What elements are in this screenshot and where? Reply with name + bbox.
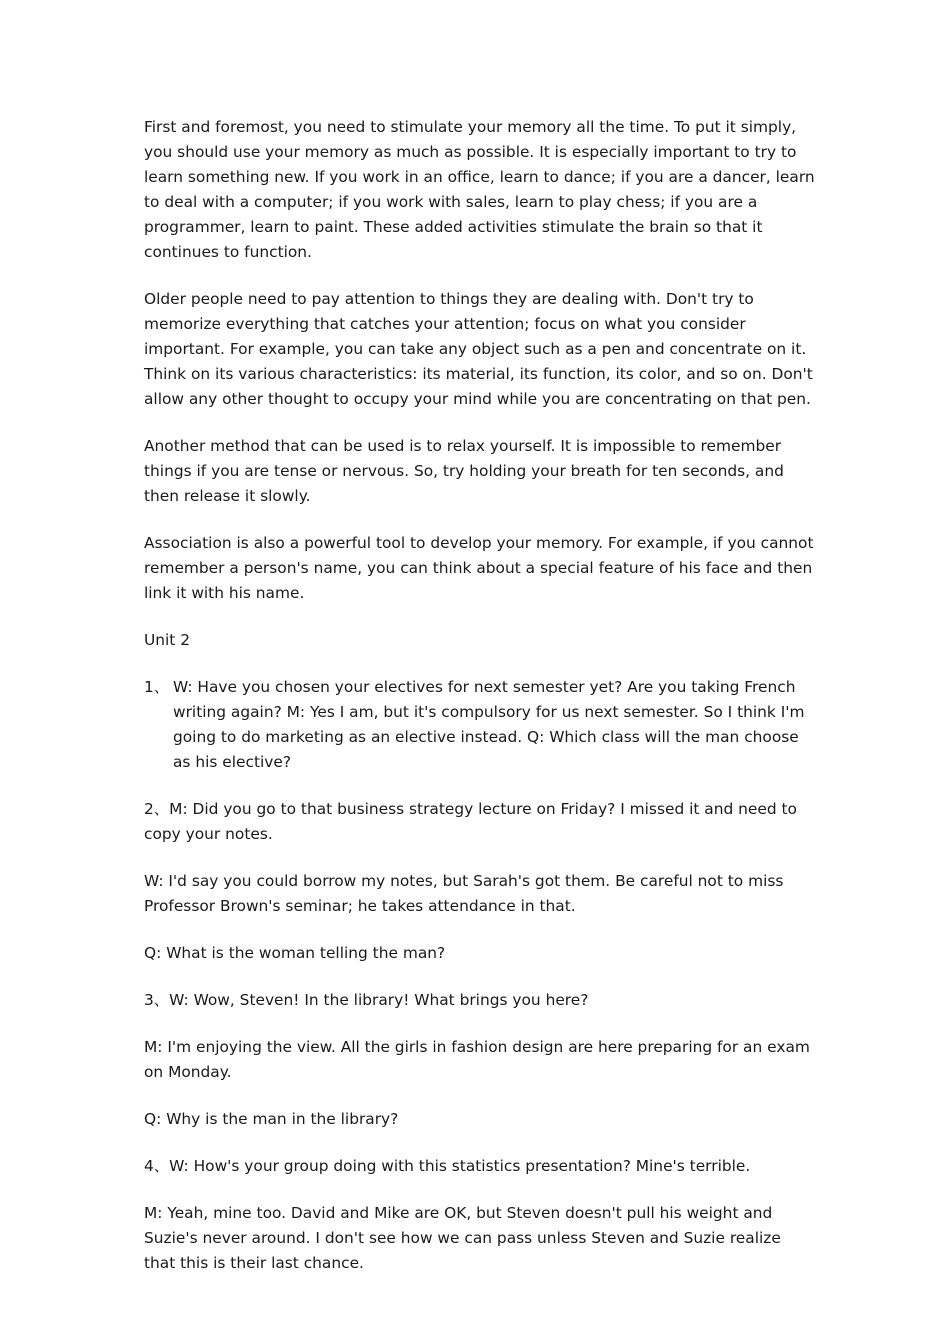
paragraph-relax: Another method that can be used is to relax yourself. It is impossible to remember things if you are tense or nervous. So, try holding your breath for ten seconds, and then release it slowly. (144, 437, 784, 505)
dialogue-line: Q: What is the woman telling the man? (144, 944, 446, 962)
unit-heading: Unit 2 (144, 631, 191, 649)
paragraph-stimulate-memory: First and foremost, you need to stimulate your memory all the time. To put it simply, you should use your memory as much as possible. It is especially important to try to learn something new. If you work in an office, learn to dance; if you are a dancer, learn to deal with a computer; if you work with sales, learn to play chess; if you are a programmer, learn to paint. These added activities stimulate the brain so that it continues to function. (144, 118, 815, 261)
dialogue-line: W: I'd say you could borrow my notes, but Sarah's got them. Be careful not to miss Professor Brown's seminar; he takes attendance in that. (144, 872, 784, 915)
dialogue-line: 3、W: Wow, Steven! In the library! What brings you here? (144, 991, 589, 1009)
dialogue-line: M: Yeah, mine too. David and Mike are OK, but Steven doesn't pull his weight and Suzie's never around. I don't see how we can pass unless Steven and Suzie realize that this is their last chance. (144, 1204, 781, 1272)
paragraph-association: Association is also a powerful tool to develop your memory. For example, if you cannot remember a person's name, you can think about a special feature of his face and then link it with his name. (144, 534, 814, 602)
dialogue-line: 2、M: Did you go to that business strategy lecture on Friday? I missed it and need to copy your notes. (144, 800, 797, 843)
document-page (144, 115, 816, 1298)
item-number: 1、 (144, 678, 170, 696)
dialogue-line: Q: Why is the man in the library? (144, 1110, 399, 1128)
dialogue-line: 4、W: How's your group doing with this statistics presentation? Mine's terrible. (144, 1157, 751, 1175)
item-text: W: Have you chosen your electives for next semester yet? Are you taking French writing again? M: Yes I am, but it's compulsory for us next semester. So I think I'm going to do marketing as an elective instead. Q: Which class will the man choose as his elective? (173, 678, 805, 771)
paragraph-pay-attention: Older people need to pay attention to things they are dealing with. Don't try to memorize everything that catches your attention; focus on what you consider important. For example, you can take any object such as a pen and concentrate on it. Think on its various characteristics: its material, its function, its color, and so on. Don't allow any other thought to occupy your mind while you are concentrating on that pen. (144, 290, 813, 408)
dialogue-line: M: I'm enjoying the view. All the girls in fashion design are here preparing for an exam on Monday. (144, 1038, 810, 1081)
dialogue-item-1 (144, 675, 816, 775)
